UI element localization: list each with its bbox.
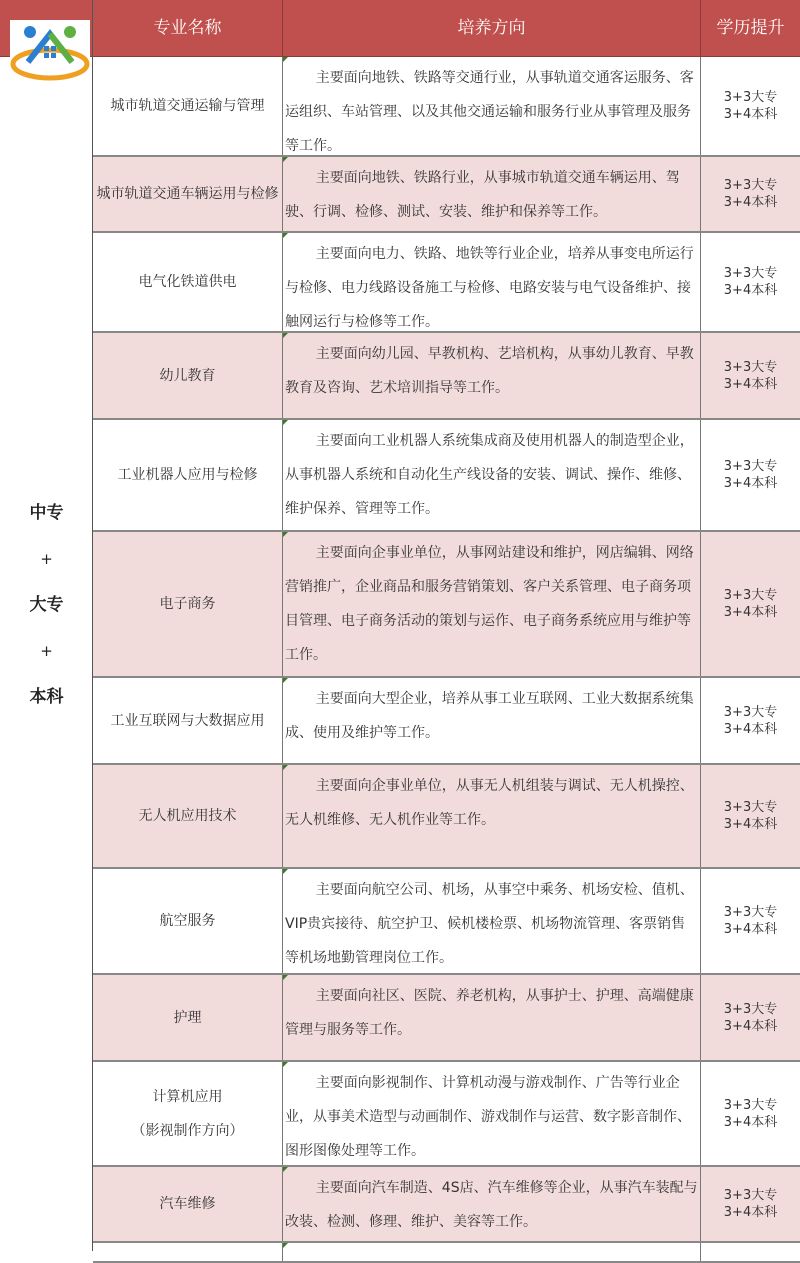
table-header xyxy=(93,0,800,57)
degree-options xyxy=(701,1062,800,1165)
degree-3plus4: 3+4本科 xyxy=(723,1018,778,1034)
degree-options xyxy=(701,157,800,231)
direction-text: 主要面向影视制作、计算机动漫与游戏制作、广告等行业企业，从事美术造型与动画制作、游戏制作与运营、数字影音制作、图形图像处理等工作。 xyxy=(283,1062,701,1165)
major-name xyxy=(93,532,283,676)
major-name xyxy=(93,1062,283,1165)
degree-3plus4: 3+4本科 xyxy=(723,107,778,122)
level-dazhuan: 大专 xyxy=(29,595,64,615)
major-name-line: 护理 xyxy=(173,1009,202,1026)
major-name-line: 无人机应用技术 xyxy=(138,808,237,824)
degree-options xyxy=(701,333,800,418)
major-name-line: 航空服务 xyxy=(159,913,216,929)
level-zhongzhuan: 中专 xyxy=(29,503,64,523)
house-family-logo-icon xyxy=(10,20,90,82)
major-name-line: （影视制作方向） xyxy=(131,1122,244,1139)
major-name xyxy=(93,233,283,331)
degree-options xyxy=(701,678,800,763)
major-name xyxy=(93,1167,283,1241)
direction-text: 主要面向企事业单位，从事网站建设和维护，网店编辑、网络营销推广，企业商品和服务营销策划、客户关系管理、电子商务项目管理、电子商务活动的策划与运作、电子商务系统应用与维护等工作。 xyxy=(283,532,701,676)
degree-options xyxy=(701,869,800,973)
degree-options xyxy=(701,57,800,155)
degree-3plus3: 3+3大专 xyxy=(723,800,778,815)
degree-3plus3: 3+3大专 xyxy=(723,266,778,281)
table-row xyxy=(93,869,800,975)
table-row xyxy=(93,532,800,678)
degree-options xyxy=(701,1243,800,1261)
direction-text: 主要面向电力、铁路、地铁等行业企业，培养从事变电所运行与检修、电力线路设备施工与检修、电路安装与电气设备维护、接触网运行与检修等工作。 xyxy=(283,233,701,331)
table-row xyxy=(93,57,800,157)
major-name-line: 工业机器人应用与检修 xyxy=(117,467,258,483)
direction-text: 主要面向地铁、铁路等交通行业，从事轨道交通客运服务、客运组织、车站管理、以及其他交通运输和服务行业从事管理及服务等工作。 xyxy=(283,57,701,155)
degree-3plus4: 3+4本科 xyxy=(723,195,778,210)
degree-3plus3: 3+3大专 xyxy=(723,1097,778,1113)
direction-text: 主要面向工业机器人系统集成商及使用机器人的制造型企业，从事机器人系统和自动化生产线设备的安装、调试、操作、维修、维护保养、管理等工作。 xyxy=(283,420,701,530)
degree-3plus4: 3+4本科 xyxy=(723,721,778,737)
table-row xyxy=(93,233,800,333)
table-row xyxy=(93,765,800,869)
degree-options xyxy=(701,532,800,676)
plus-sign: + xyxy=(40,642,53,660)
degree-3plus3: 3+3大专 xyxy=(723,1001,778,1017)
degree-3plus4: 3+4本科 xyxy=(723,283,778,298)
table-row xyxy=(93,1167,800,1243)
degree-3plus4: 3+4本科 xyxy=(723,376,778,392)
degree-3plus4: 3+4本科 xyxy=(723,476,778,491)
degree-3plus4: 3+4本科 xyxy=(723,922,778,937)
degree-3plus3: 3+3大专 xyxy=(723,459,778,474)
direction-text xyxy=(283,1243,701,1261)
major-name xyxy=(93,1243,283,1261)
major-name-line: 幼儿教育 xyxy=(159,367,216,384)
table-row xyxy=(93,678,800,765)
degree-options xyxy=(701,1167,800,1241)
degree-3plus3: 3+3大专 xyxy=(723,90,778,105)
table-row-partial xyxy=(93,1243,800,1263)
header-direction: 培养方向 xyxy=(283,0,701,56)
degree-options xyxy=(701,233,800,331)
table-row xyxy=(93,1062,800,1167)
direction-text: 主要面向企事业单位，从事无人机组装与调试、无人机操控、无人机维修、无人机作业等工作。 xyxy=(283,765,701,867)
degree-options xyxy=(701,975,800,1060)
degree-3plus3: 3+3大专 xyxy=(723,359,778,375)
level-label xyxy=(0,500,93,710)
degree-3plus4: 3+4本科 xyxy=(723,605,778,620)
major-name xyxy=(93,157,283,231)
logo xyxy=(10,20,90,82)
table-row xyxy=(93,157,800,233)
header-major-name: 专业名称 xyxy=(93,0,283,56)
degree-options xyxy=(701,420,800,530)
major-name-line: 城市轨道交通车辆运用与检修 xyxy=(96,186,279,202)
table-row xyxy=(93,975,800,1062)
degree-3plus3: 3+3大专 xyxy=(723,178,778,193)
degree-3plus3: 3+3大专 xyxy=(723,1188,778,1203)
level-column xyxy=(0,0,93,1251)
degree-3plus3: 3+3大专 xyxy=(723,588,778,603)
degree-3plus4: 3+4本科 xyxy=(723,1205,778,1220)
major-name xyxy=(93,765,283,867)
direction-text: 主要面向幼儿园、早教机构、艺培机构，从事幼儿教育、早教教育及咨询、艺术培训指导等工作。 xyxy=(283,333,701,418)
major-name xyxy=(93,678,283,763)
degree-3plus4: 3+4本科 xyxy=(723,817,778,832)
majors-table xyxy=(93,0,800,1263)
major-name xyxy=(93,420,283,530)
degree-options xyxy=(701,765,800,867)
level-benke: 本科 xyxy=(29,687,64,707)
major-name xyxy=(93,333,283,418)
table-row xyxy=(93,420,800,532)
major-name-line: 电子商务 xyxy=(159,596,216,612)
direction-text: 主要面向航空公司、机场，从事空中乘务、机场安检、值机、VIP贵宾接待、航空护卫、候机楼检票、机场物流管理、客票销售等机场地勤管理岗位工作。 xyxy=(283,869,701,973)
major-name xyxy=(93,57,283,155)
major-name-line: 工业互联网与大数据应用 xyxy=(110,712,265,729)
degree-3plus4: 3+4本科 xyxy=(723,1114,778,1130)
major-name-line: 计算机应用 xyxy=(152,1088,223,1105)
header-degree: 学历提升 xyxy=(716,17,785,38)
plus-sign: + xyxy=(40,550,53,568)
degree-3plus3: 3+3大专 xyxy=(723,905,778,920)
major-name-line: 城市轨道交通运输与管理 xyxy=(110,98,265,114)
direction-text: 主要面向地铁、铁路行业，从事城市轨道交通车辆运用、驾驶、行调、检修、测试、安装、维护和保养等工作。 xyxy=(283,157,701,231)
major-name-line: 电气化铁道供电 xyxy=(138,274,237,290)
direction-text: 主要面向汽车制造、4S店、汽车维修等企业，从事汽车装配与改装、检测、修理、维护、美容等工作。 xyxy=(283,1167,701,1241)
major-name-line: 汽车维修 xyxy=(159,1196,216,1212)
table-row xyxy=(93,333,800,420)
degree-3plus3: 3+3大专 xyxy=(723,704,778,720)
major-name xyxy=(93,975,283,1060)
major-name xyxy=(93,869,283,973)
direction-text: 主要面向大型企业，培养从事工业互联网、工业大数据系统集成、使用及维护等工作。 xyxy=(283,678,701,763)
direction-text: 主要面向社区、医院、养老机构，从事护士、护理、高端健康管理与服务等工作。 xyxy=(283,975,701,1060)
